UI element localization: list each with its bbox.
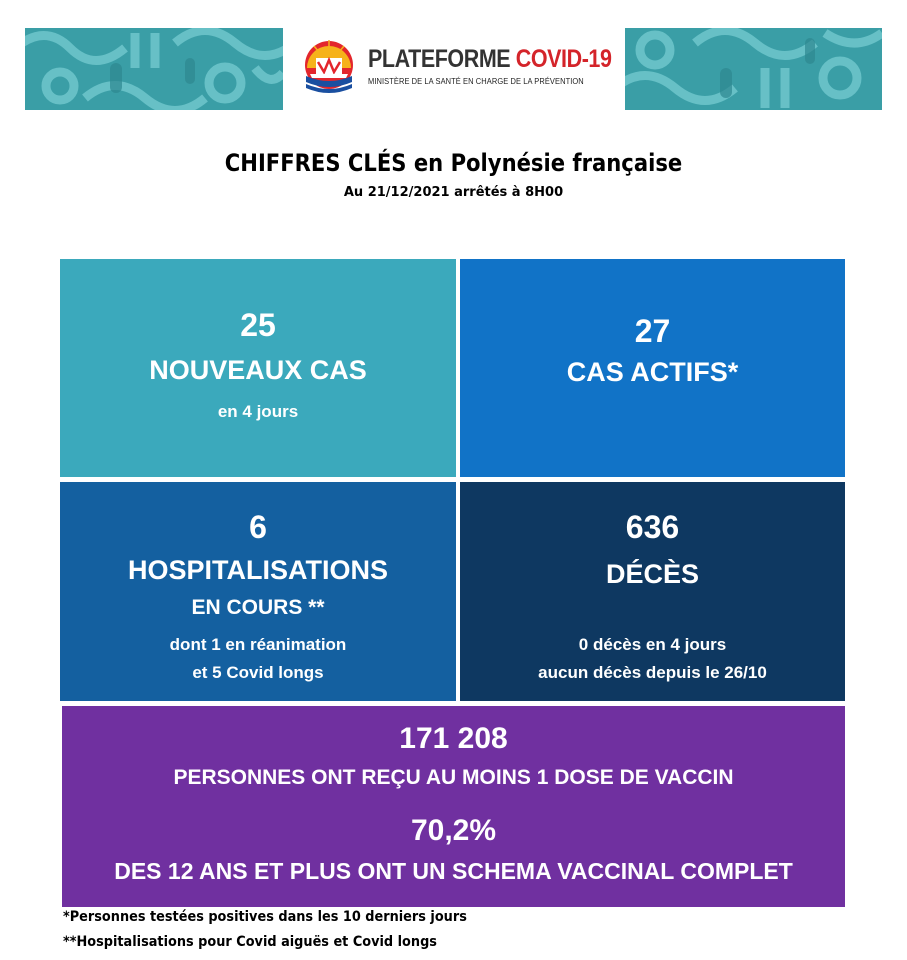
hospitalisations-detail-long-covid: et 5 Covid longs	[192, 663, 324, 682]
active-cases-tile	[460, 259, 845, 477]
page-subtitle: Au 21/12/2021 arrêtés à 8H00	[343, 185, 564, 200]
page-title: CHIFFRES CLÉS en Polynésie française	[224, 149, 683, 177]
decorative-banner-right	[625, 28, 882, 110]
vaccination-first-dose-label: PERSONNES ONT REÇU AU MOINS 1 DOSE DE VACCIN	[173, 766, 734, 789]
hospitalisations-label: HOSPITALISATIONS	[127, 555, 388, 585]
logo-title-part2: COVID-19	[515, 45, 612, 73]
decorative-banner-left	[25, 28, 283, 110]
active-cases-value: 27	[634, 313, 671, 349]
new-cases-tile	[60, 259, 456, 477]
logo-title	[368, 46, 611, 72]
deaths-value: 636	[625, 509, 680, 545]
deaths-detail-since: aucun décès depuis le 26/10	[538, 663, 767, 682]
footnote-active-cases: *Personnes testées positives dans les 10 derniers jours	[63, 909, 467, 925]
platform-logo	[302, 36, 612, 102]
polynesia-emblem-icon	[302, 38, 356, 96]
logo-subtitle: MINISTÈRE DE LA SANTÉ EN CHARGE DE LA PRÉVENTION	[368, 76, 584, 86]
vaccination-tile	[62, 706, 845, 907]
deaths-label: DÉCÈS	[605, 559, 700, 589]
vaccination-first-dose-value: 171 208	[399, 722, 508, 755]
new-cases-label: NOUVEAUX CAS	[149, 355, 367, 385]
new-cases-detail: en 4 jours	[217, 402, 299, 421]
logo-title-part1: PLATEFORME	[368, 45, 516, 73]
vaccination-complete-label: DES 12 ANS ET PLUS ONT UN SCHEMA VACCINAL COMPLET	[114, 858, 793, 884]
new-cases-value: 25	[240, 307, 276, 343]
hospitalisations-label2: EN COURS **	[191, 596, 325, 619]
vaccination-complete-value: 70,2%	[410, 814, 497, 847]
active-cases-label: CAS ACTIFS*	[566, 357, 739, 387]
deaths-tile	[460, 482, 845, 701]
hospitalisations-value: 6	[249, 509, 267, 545]
hospitalisations-detail-icu: dont 1 en réanimation	[169, 635, 347, 654]
hospitalisations-tile	[60, 482, 456, 701]
footnote-hospitalisations: **Hospitalisations pour Covid aiguës et Covid longs	[63, 934, 437, 950]
deaths-detail-4days: 0 décès en 4 jours	[578, 635, 727, 654]
